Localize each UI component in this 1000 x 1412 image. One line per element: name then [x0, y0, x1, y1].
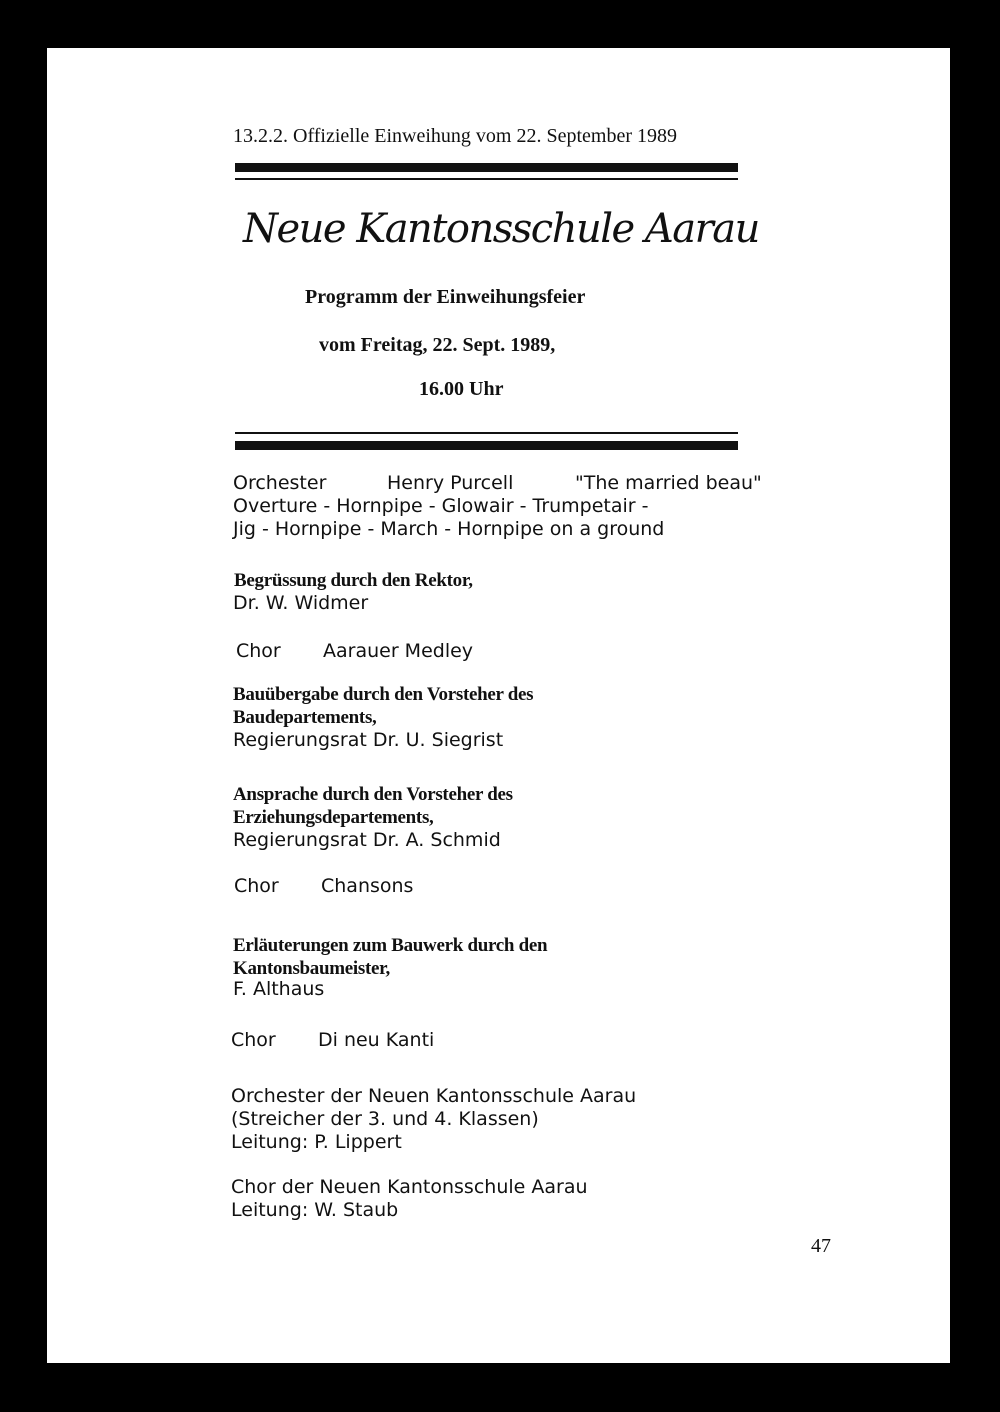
top-thin-rule	[235, 178, 738, 180]
greeting-title: Begrüssung durch den Rektor,	[234, 570, 473, 591]
speech-title-1: Ansprache durch den Vorsteher des	[233, 784, 513, 805]
choir-2-label: Chor	[234, 875, 279, 897]
orchestra-movements-2: Jig - Hornpipe - March - Hornpipe on a ground	[233, 518, 665, 540]
handover-person: Regierungsrat Dr. U. Siegrist	[233, 729, 504, 751]
bottom-thin-rule	[235, 432, 738, 434]
choir-3-label: Chor	[231, 1029, 276, 1051]
explanations-title-2: Kantonsbaumeister,	[233, 958, 391, 979]
section-heading: 13.2.2. Offizielle Einweihung vom 22. September 1989	[233, 125, 677, 147]
document-page	[47, 48, 950, 1363]
orchestra-movements-1: Overture - Hornpipe - Glowair - Trumpetair -	[233, 495, 649, 517]
bottom-thick-rule	[235, 441, 738, 450]
orchestra-composer: Henry Purcell	[387, 472, 514, 494]
orchestra-work: "The married beau"	[575, 472, 762, 494]
handover-title-2: Baudepartements,	[233, 707, 377, 728]
page-number: 47	[811, 1235, 831, 1257]
program-line-3: 16.00 Uhr	[419, 378, 504, 400]
greeting-person: Dr. W. Widmer	[233, 592, 369, 614]
top-thick-rule	[235, 163, 738, 172]
orchestra-label: Orchester	[233, 472, 327, 494]
orchestra-credit-2: (Streicher der 3. und 4. Klassen)	[231, 1108, 539, 1130]
speech-title-2: Erziehungsdepartements,	[233, 807, 434, 828]
choir-2-piece: Chansons	[321, 875, 414, 897]
choir-1-label: Chor	[236, 640, 281, 662]
handover-title-1: Bauübergabe durch den Vorsteher des	[233, 684, 534, 705]
explanations-title-1: Erläuterungen zum Bauwerk durch den	[233, 935, 548, 956]
brand-title: Neue Kantonsschule Aarau	[243, 206, 759, 252]
orchestra-credit-3: Leitung: P. Lippert	[231, 1131, 402, 1153]
orchestra-credit-1: Orchester der Neuen Kantonsschule Aarau	[231, 1085, 637, 1107]
speech-person: Regierungsrat Dr. A. Schmid	[233, 829, 501, 851]
choir-1-piece: Aarauer Medley	[323, 640, 474, 662]
program-line-1: Programm der Einweihungsfeier	[305, 286, 586, 308]
choir-credit-2: Leitung: W. Staub	[231, 1199, 399, 1221]
choir-3-piece: Di neu Kanti	[318, 1029, 435, 1051]
choir-credit-1: Chor der Neuen Kantonsschule Aarau	[231, 1176, 588, 1198]
explanations-person: F. Althaus	[233, 978, 325, 1000]
program-line-2: vom Freitag, 22. Sept. 1989,	[319, 334, 556, 356]
